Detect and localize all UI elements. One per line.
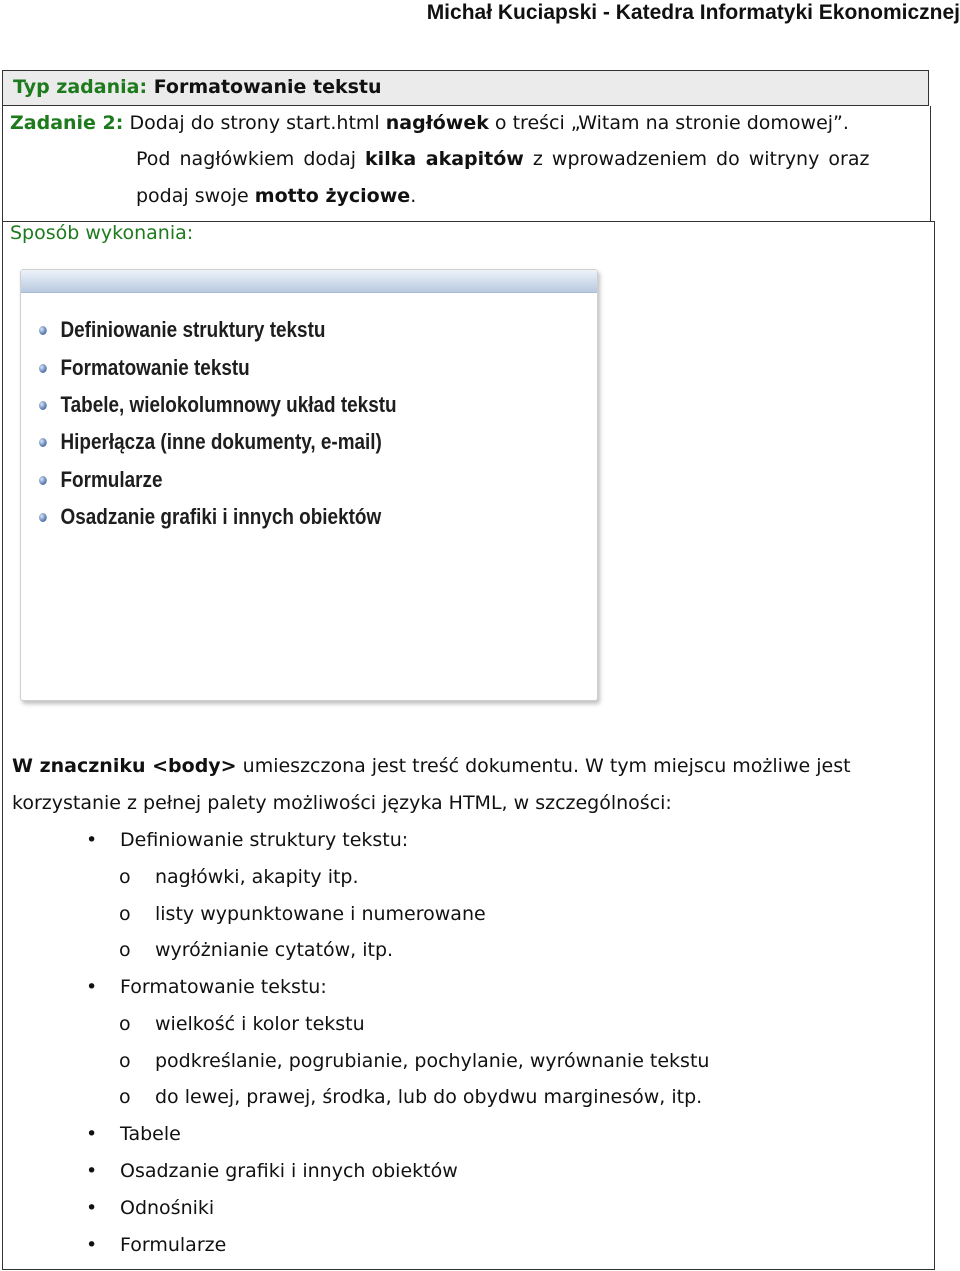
bullet-icon: • xyxy=(86,1160,98,1182)
sub-bullet-icon: o xyxy=(119,1086,131,1108)
task-type-line xyxy=(13,76,382,98)
bullet-icon: • xyxy=(86,1234,98,1256)
slide-title-bar xyxy=(21,270,597,293)
task-text-1b: nagłówek xyxy=(385,112,489,134)
body-paragraph-line-1 xyxy=(12,755,851,777)
list-item: Definiowanie struktury tekstu: xyxy=(120,829,409,851)
sub-bullet-icon: o xyxy=(119,1013,131,1035)
task-text-1a: Dodaj do strony start.html xyxy=(129,112,386,134)
slide-item: Tabele, wielokolumnowy układ tekstu xyxy=(39,390,397,420)
slide-item: Osadzanie grafiki i innych obiektów xyxy=(39,502,381,532)
slide-item: Formatowanie tekstu xyxy=(39,353,250,383)
slide-item: Formularze xyxy=(39,465,162,495)
body-tag-bold: W znaczniku <body> xyxy=(12,755,237,777)
slide-item: Hiperłącza (inne dokumenty, e-mail) xyxy=(39,427,382,457)
sub-list-item: listy wypunktowane i numerowane xyxy=(155,903,486,925)
sub-bullet-icon: o xyxy=(119,866,131,888)
orb-bullet-icon xyxy=(39,326,47,335)
task-label: Zadanie 2: xyxy=(10,112,124,134)
orb-bullet-icon xyxy=(39,513,47,522)
task-text-1c: o treści „Witam na stronie domowej”. xyxy=(488,112,849,134)
list-item: Odnośniki xyxy=(120,1197,215,1219)
sub-bullet-icon: o xyxy=(119,939,131,961)
orb-bullet-icon xyxy=(39,401,47,410)
orb-bullet-icon xyxy=(39,476,47,485)
task-line-3 xyxy=(136,185,416,207)
method-label: Sposób wykonania: xyxy=(10,222,194,244)
bullet-icon: • xyxy=(86,976,98,998)
list-item: Osadzanie grafiki i innych obiektów xyxy=(120,1160,458,1182)
task-text-2b: kilka akapitów xyxy=(365,148,524,170)
task-type-box xyxy=(2,70,929,106)
list-item: Formularze xyxy=(120,1234,227,1256)
body-paragraph-line-2: korzystanie z pełnej palety możliwości języka HTML, w szczególności: xyxy=(12,792,672,814)
sub-bullet-icon: o xyxy=(119,903,131,925)
task-type-label: Typ zadania: xyxy=(13,76,148,98)
slide-item: Definiowanie struktury tekstu xyxy=(39,315,325,345)
sub-list-item: podkreślanie, pogrubianie, pochylanie, wyrównanie tekstu xyxy=(155,1050,710,1072)
sub-list-item: nagłówki, akapity itp. xyxy=(155,866,359,888)
body-text-rest: umieszczona jest treść dokumentu. W tym miejscu możliwe jest xyxy=(236,755,851,777)
task-text-3b: motto życiowe xyxy=(254,185,411,207)
task-line-1 xyxy=(10,112,849,134)
orb-bullet-icon xyxy=(39,364,47,373)
orb-bullet-icon xyxy=(39,438,47,447)
slide-image xyxy=(20,269,598,701)
task-text-3a: podaj swoje xyxy=(136,185,255,207)
list-item: Tabele xyxy=(120,1123,181,1145)
bullet-icon: • xyxy=(86,1197,98,1219)
sub-bullet-icon: o xyxy=(119,1050,131,1072)
task-type-value: Formatowanie tekstu xyxy=(153,76,382,98)
page-header: Michał Kuciapski - Katedra Informatyki Ekonomicznej xyxy=(426,1,960,24)
task-line-2 xyxy=(136,148,869,170)
list-item: Formatowanie tekstu: xyxy=(120,976,327,998)
task-text-2a: Pod nagłówkiem dodaj xyxy=(136,148,366,170)
task-text-3c: . xyxy=(410,185,417,207)
task-text-2c: z wprowadzeniem do witryny oraz xyxy=(523,148,870,170)
sub-list-item: wielkość i kolor tekstu xyxy=(155,1013,365,1035)
sub-list-item: do lewej, prawej, środka, lub do obydwu marginesów, itp. xyxy=(155,1086,703,1108)
bullet-icon: • xyxy=(86,829,98,851)
bullet-icon: • xyxy=(86,1123,98,1145)
sub-list-item: wyróżnianie cytatów, itp. xyxy=(155,939,394,961)
